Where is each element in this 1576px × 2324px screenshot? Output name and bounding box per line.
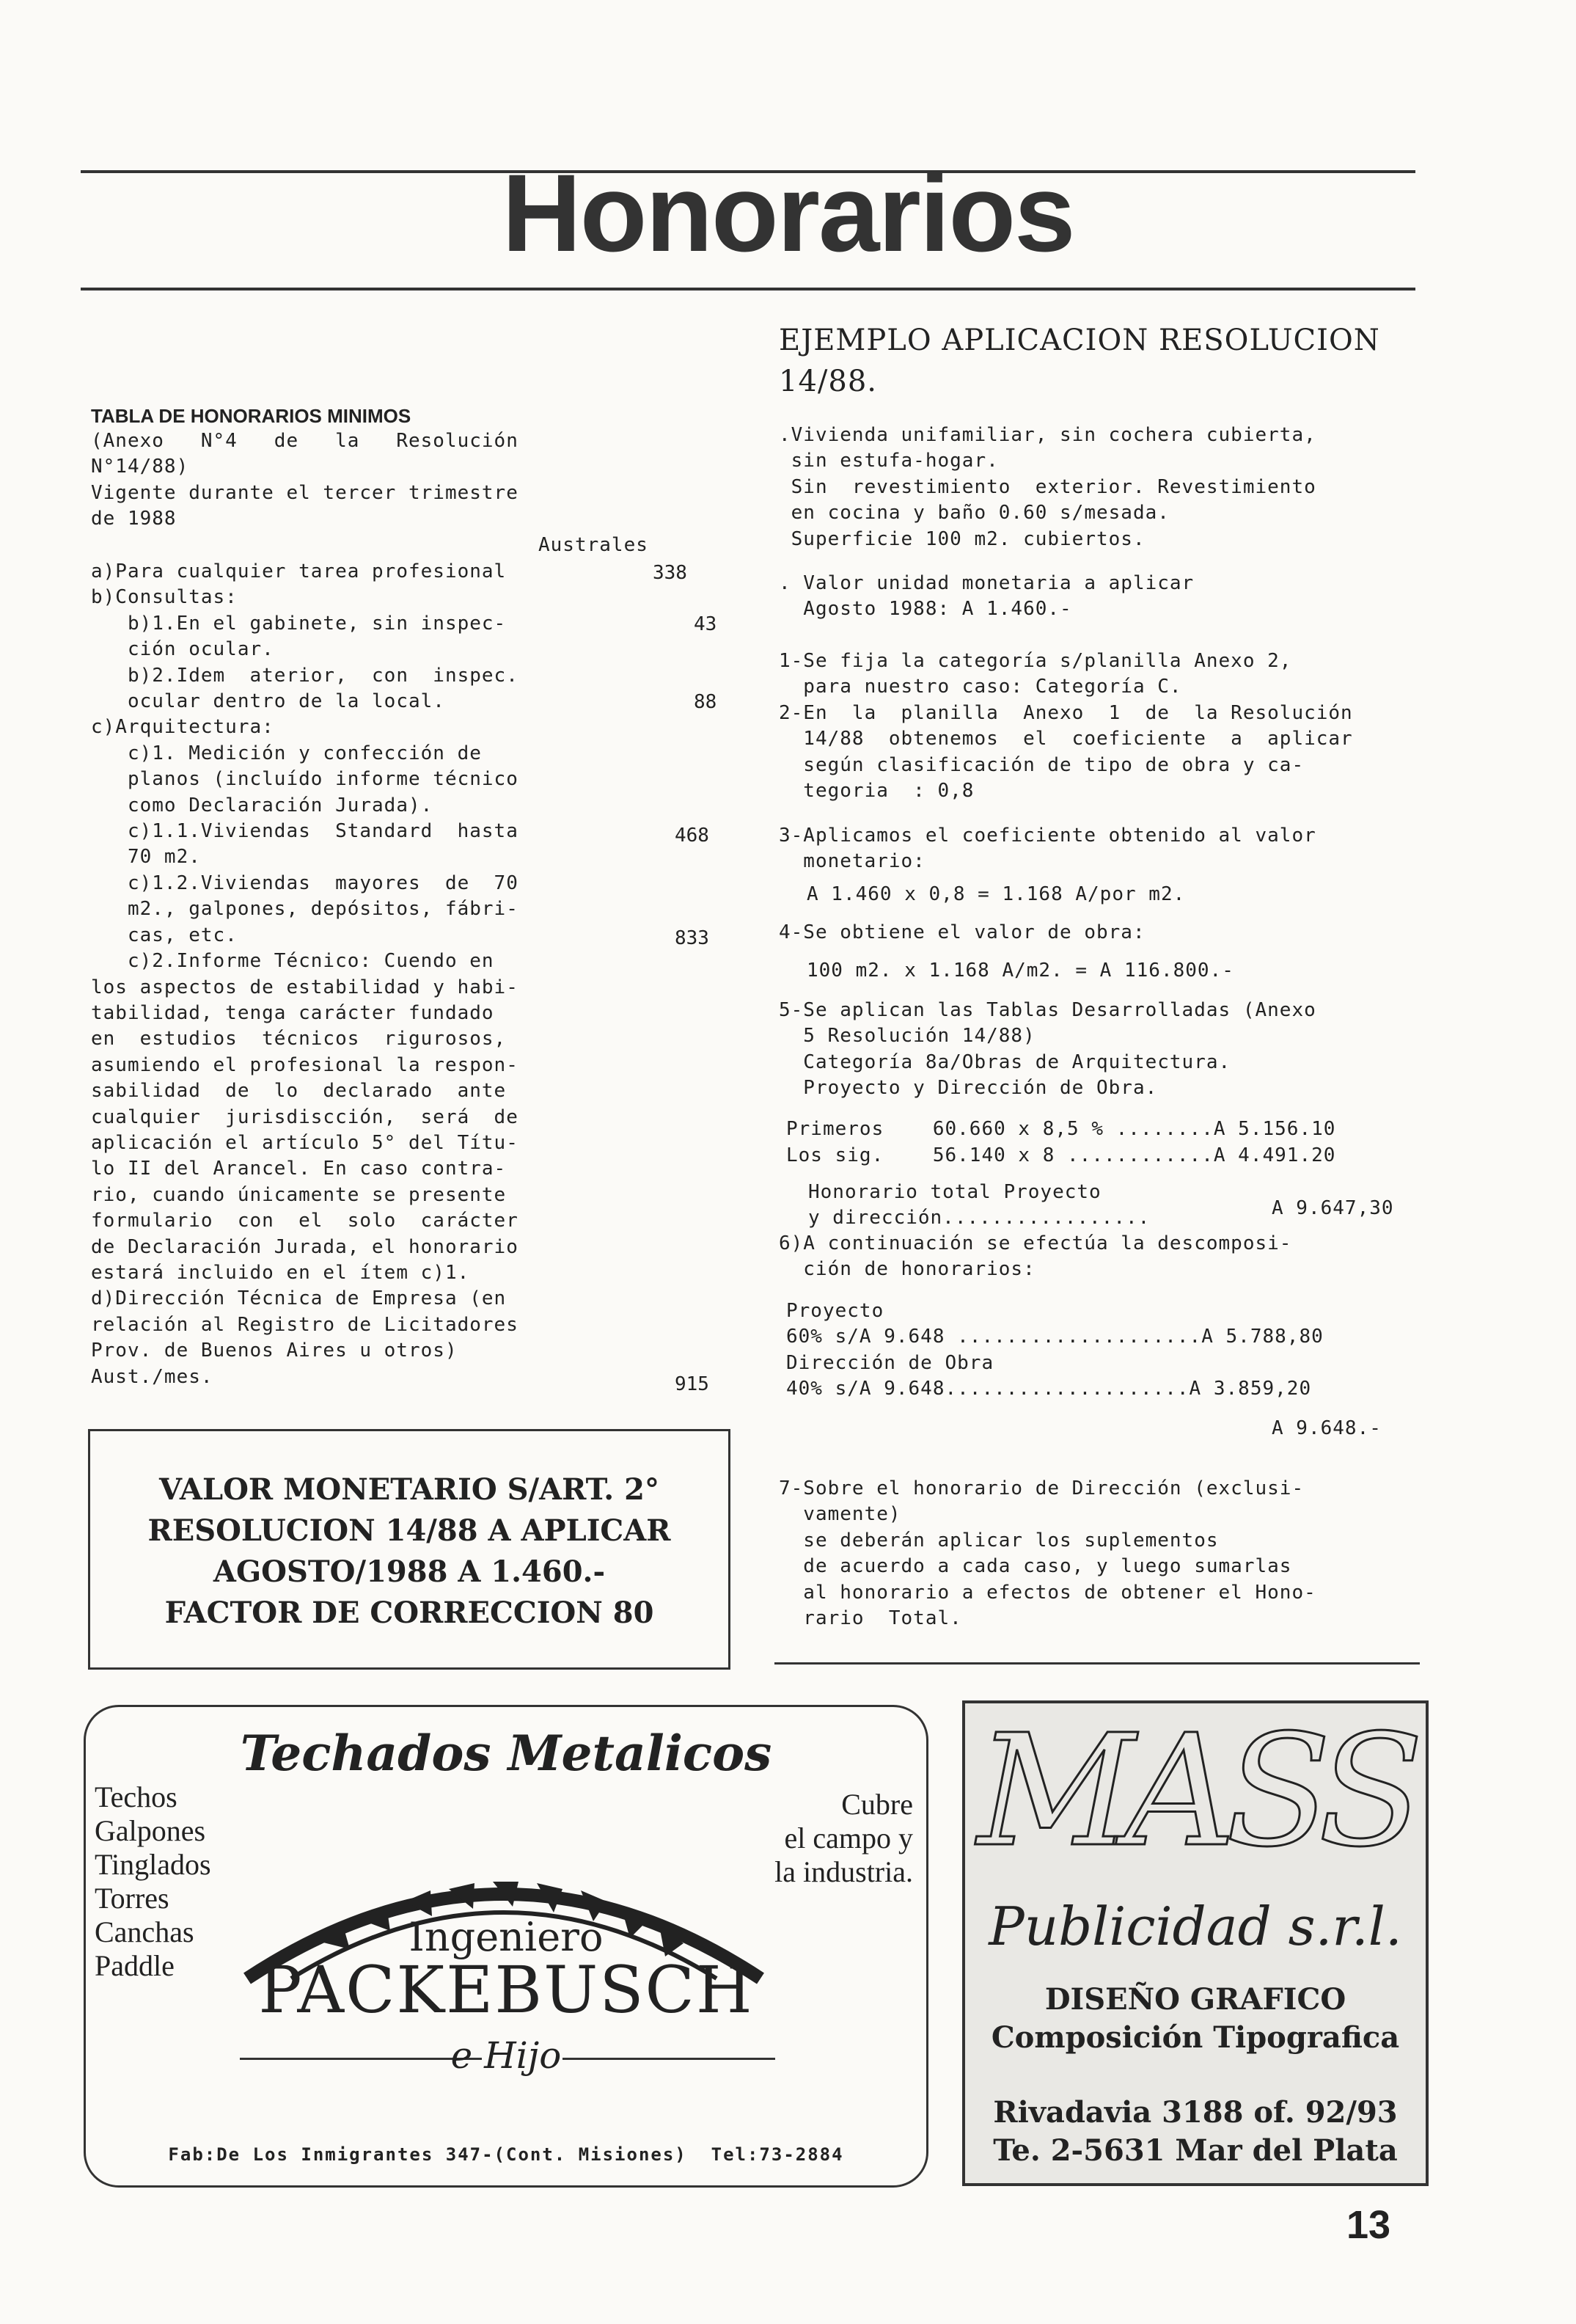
example-total-label: Honorario total Proyecto y dirección................. xyxy=(808,1181,1151,1229)
mass-sub: Publicidad s.r.l. xyxy=(989,1896,1402,1957)
mass-line-3: Rivadavia 3188 of. 92/93 xyxy=(993,2095,1398,2130)
ad-item: Canchas xyxy=(95,1915,194,1948)
valor-monetario-box xyxy=(88,1429,730,1670)
techados-ad-slogan xyxy=(774,1788,913,1889)
box-line-4: FACTOR DE CORRECCION 80 xyxy=(164,1596,654,1630)
box-line-1: VALOR MONETARIO S/ART. 2° xyxy=(159,1472,659,1507)
fee-value-a: 338 xyxy=(653,562,687,584)
ad-item: Techos xyxy=(95,1780,177,1813)
ad-item: Galpones xyxy=(95,1814,206,1847)
ad-item: Torres xyxy=(95,1882,169,1915)
slogan-line: la industria. xyxy=(774,1855,913,1888)
fee-value-d: 915 xyxy=(675,1373,709,1395)
header-bottom-rule xyxy=(81,288,1415,290)
example-desc: .Vivienda unifamiliar, sin cochera cubierta, sin estufa-hogar. Sin revestimiento exterior. Revestimiento en cocina y baño 0.60 s/mesada. Superficie 100 m2. cubiertos. xyxy=(779,424,1316,550)
box-line-3: AGOSTO/1988 A 1.460.- xyxy=(213,1554,606,1589)
mass-logo: MASS xyxy=(977,1701,1414,1881)
example-heading: EJEMPLO APLICACION RESOLUCION 14/88. xyxy=(779,324,1380,398)
example-unit-value: . Valor unidad monetaria a aplicar Agosto 1988: A 1.460.- xyxy=(779,572,1195,621)
mass-line-1: DISEÑO GRAFICO xyxy=(1044,1982,1346,2017)
ad-item: Paddle xyxy=(95,1949,175,1982)
example-sum: A 9.648.- xyxy=(1272,1417,1382,1439)
packebusch-brand: PACKEBUSCH xyxy=(258,1952,754,2028)
e-hijo-signature: e Hijo xyxy=(450,2034,562,2077)
mass-line-2: Composición Tipografica xyxy=(991,2020,1400,2055)
page-title: Honorarios xyxy=(502,151,1074,274)
fee-value-c11: 468 xyxy=(675,825,709,847)
fee-value-c12: 833 xyxy=(675,927,709,949)
fee-value-b1: 43 xyxy=(694,613,717,635)
mass-line-4: Te. 2-5631 Mar del Plata xyxy=(993,2133,1398,2168)
example-step-3: 3-Aplicamos el coeficiente obtenido al valor monetario: xyxy=(779,825,1316,873)
table-title: TABLA DE HONORARIOS MINIMOS xyxy=(91,405,411,427)
techados-ad xyxy=(84,1705,928,2188)
techados-ad-footer: Fab:De Los Inmigrantes 347-(Cont. Misiones) Tel:73-2884 xyxy=(168,2144,844,2165)
table-intro: (Anexo N°4 de la Resolución N°14/88) Vigente durante el tercer trimestre de 1988 xyxy=(91,430,518,530)
page-number: 13 xyxy=(1346,2203,1391,2247)
box-line-2: RESOLUCION 14/88 A APLICAR xyxy=(147,1513,671,1548)
example-calc-2: 100 m2. x 1.168 A/m2. = A 116.800.- xyxy=(807,960,1234,982)
currency-label: Australes xyxy=(538,534,648,556)
ad-item: Tinglados xyxy=(95,1848,211,1881)
mass-ad xyxy=(962,1700,1429,2186)
example-step-4: 4-Se obtiene el valor de obra: xyxy=(779,921,1146,943)
example-breakdown: Proyecto 60% s/A 9.648 ....................A 5.788,80 Dirección de Obra 40% s/A 9.648....................A 3.859,20 xyxy=(786,1300,1324,1400)
example-step-6: 6)A continuación se efectúa la descomposi- ción de honorarios: xyxy=(779,1232,1292,1281)
valor-monetario-text xyxy=(90,1469,728,1634)
right-column-bottom-rule xyxy=(774,1662,1420,1665)
slogan-line: Cubre xyxy=(841,1788,913,1821)
example-calc-1: A 1.460 x 0,8 = 1.168 A/por m2. xyxy=(807,883,1186,905)
example-step-7: 7-Sobre el honorario de Dirección (exclusi- vamente) se deberán aplicar los suplementos de acuerdo a cada caso, y luego sumarlas al honorario a efectos de obtener el Hono- rario Total. xyxy=(779,1477,1316,1630)
ingeniero-label: Ingeniero xyxy=(408,1914,604,1960)
example-step-5: 5-Se aplican las Tablas Desarrolladas (Anexo 5 Resolución 14/88) Categoría 8a/Obras de Arquitectura. Proyecto y Dirección de Obra. xyxy=(779,999,1316,1100)
fee-table-text: a)Para cualquier tarea profesional b)Consultas: b)1.En el gabinete, sin inspec- ción ocular. b)2.Idem aterior, con inspec. ocular dentro de la local. c)Arquitectura: c)1. Medición y confección de planos (incluído informe técnico como Declaración Jurada). c)1.1.Viviendas Standard hasta 70 m2. c)1.2.Viviendas mayores de 70 m2., galpones, depósitos, fábri- cas, etc. c)2.Informe Técnico: Cuendo en los aspectos de estabilidad y habi- tabilidad, tenga carácter fundado en estudios técnicos rigurosos, asumiendo el profesional la respon- sabilidad de lo declarado ante cualquier jurisdiscción, será de aplicación el artículo 5° del Títu- lo II del Arancel. En caso contra- rio, cuando únicamente se presente formulario con el solo carácter de Declaración Jurada, el honorario estará incluido en el ítem c)1. d)Dirección Técnica de Empresa (en relación al Registro de Licitadores Prov. de Buenos Aires u otros) Aust./mes. xyxy=(91,560,518,1388)
fee-value-b2: 88 xyxy=(694,691,717,713)
example-total-value: A 9.647,30 xyxy=(1272,1197,1394,1219)
example-row-siguientes: Los sig. 56.140 x 8 ............A 4.491.20 xyxy=(786,1144,1336,1166)
example-row-primeros: Primeros 60.660 x 8,5 % ........A 5.156.10 xyxy=(786,1118,1336,1140)
example-steps-1-2: 1-Se fija la categoría s/planilla Anexo 2, para nuestro caso: Categoría C. 2-En la planilla Anexo 1 de la Resolución 14/88 obtenemos el coeficiente a aplicar según clasificación de tipo de obra y ca- tegoria : 0,8 xyxy=(779,650,1353,803)
techados-ad-title: Techados Metalicos xyxy=(240,1725,772,1782)
slogan-line: el campo y xyxy=(784,1821,913,1855)
